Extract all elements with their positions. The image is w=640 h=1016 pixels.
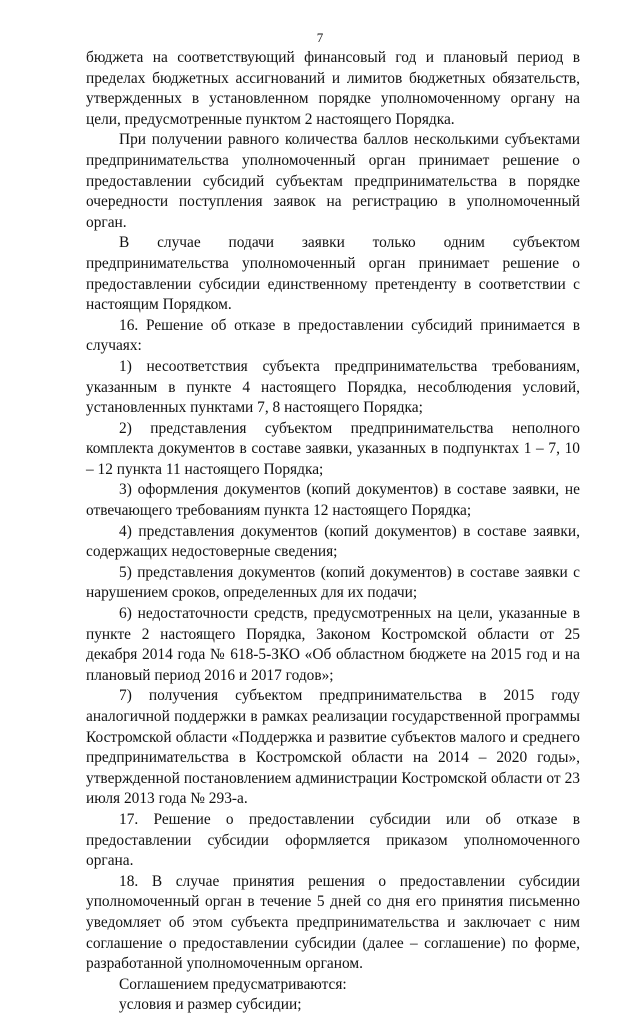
paragraph: 6) недостаточности средств, предусмотренных на цели, указанные в пункте 2 настоящего Порядка, Законом Костромской области от 25 декабря 2014 года № 618-5-ЗКО «Об областном бюджете на 2015 год и на плановый период 2016 и 2017 годов»;	[86, 605, 580, 684]
paragraph: 5) представления документов (копий документов) в составе заявки с нарушением сроков, определенных для их подачи;	[86, 563, 580, 602]
paragraph: 3) оформления документов (копий документов) в составе заявки, не отвечающего требованиям пункта 12 настоящего Порядка;	[86, 481, 580, 520]
paragraph: Соглашением предусматриваются:	[119, 975, 347, 993]
paragraph: 18. В случае принятия решения о предоставлении субсидии уполномоченный орган в течение 5 дней со дня его принятия письменно уведомляет об этом субъекта предпринимательства и заключает с ним соглашение о предоставлении субсидии (далее – соглашение) по форме, разработанной уполномоченным органом.	[86, 872, 580, 973]
paragraph: При получении равного количества баллов несколькими субъектами предпринимательства уполномоченный орган принимает решение о предоставлении субсидий субъектам предпринимательства в порядке очередности поступления заявок на регистрацию в уполномоченный орган.	[86, 131, 580, 231]
paragraph: условия и размер субсидии;	[119, 996, 302, 1014]
paragraph: 17. Решение о предоставлении субсидии или об отказе в предоставлении субсидии оформляется приказом уполномоченного органа.	[86, 810, 580, 870]
paragraph: 4) представления документов (копий документов) в составе заявки, содержащих недостоверные сведения;	[86, 522, 580, 561]
paragraph: 2) представления субъектом предпринимательства неполного комплекта документов в составе заявки, указанных в подпунктах 1 – 7, 10 – 12 пункта 11 настоящего Порядка;	[86, 419, 580, 478]
paragraph: 7) получения субъектом предпринимательства в 2015 году аналогичной поддержки в рамках реализации государственной программы Костромской области «Поддержка и развитие субъектов малого и среднего предпринимательства в Костромской области на 2014 – 2020 годы», утвержденной постановлением администрации Костромской области от 23 июля 2013 года № 293-а.	[86, 687, 580, 808]
document-body	[86, 48, 580, 1016]
paragraph: 16. Решение об отказе в предоставлении субсидий принимается в случаях:	[86, 316, 580, 355]
paragraph: 1) несоответствия субъекта предпринимательства требованиям, указанным в пункте 4 настоящего Порядка, несоблюдения условий, установленных пунктами 7, 8 настоящего Порядка;	[86, 357, 580, 417]
paragraph: В случае подачи заявки только одним субъектом предпринимательства уполномоченный орган принимает решение о предоставлении субсидии единственному претенденту в соответствии с настоящим Порядком.	[86, 234, 580, 314]
page-number: 7	[316, 30, 324, 45]
paragraph: бюджета на соответствующий финансовый год и плановый период в пределах бюджетных ассигнований и лимитов бюджетных обязательств, утвержденных в установленном порядке уполномоченному органу на цели, предусмотренные пунктом 2 настоящего Порядка.	[86, 49, 580, 128]
